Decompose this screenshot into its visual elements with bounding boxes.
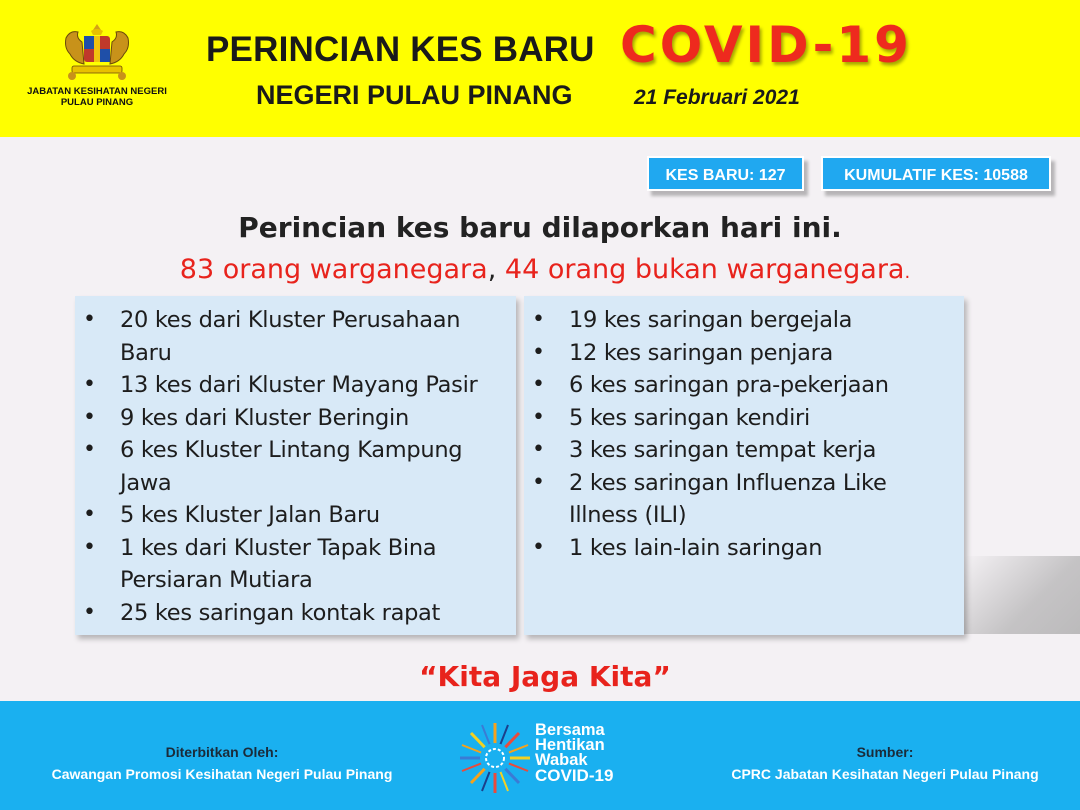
source-block bbox=[710, 741, 1060, 785]
title-line1: PERINCIAN KES BARU bbox=[206, 30, 595, 69]
publisher-block bbox=[22, 741, 422, 785]
list-item: • 20 kes dari Kluster Perusahaan Baru bbox=[120, 304, 506, 369]
list-item: • 5 kes Kluster Jalan Baru bbox=[120, 499, 506, 532]
decorative-shadow bbox=[964, 556, 1080, 634]
header-banner bbox=[0, 0, 1080, 137]
summary-heading: Perincian kes baru dilaporkan hari ini. bbox=[238, 211, 842, 244]
logo-line1: Bersama bbox=[535, 721, 605, 739]
footer-banner bbox=[0, 701, 1080, 810]
list-item: • 6 kes saringan pra-pekerjaan bbox=[569, 369, 954, 402]
list-item: • 3 kes saringan tempat kerja bbox=[569, 434, 954, 467]
title-line2: NEGERI PULAU PINANG bbox=[256, 80, 573, 110]
department-name: JABATAN KESIHATAN NEGERI PULAU PINANG bbox=[27, 86, 167, 108]
source-name: CPRC Jabatan Kesihatan Negeri Pulau Pinang bbox=[731, 766, 1039, 782]
list-item: • 6 kes Kluster Lintang Kampung Jawa bbox=[120, 434, 506, 499]
summary-breakdown bbox=[0, 254, 1080, 285]
logo-line2: Hentikan bbox=[535, 736, 605, 754]
list-item: • 19 kes saringan bergejala bbox=[569, 304, 954, 337]
summary-period: . bbox=[904, 262, 911, 283]
list-item: • 12 kes saringan penjara bbox=[569, 337, 954, 370]
list-item: • 9 kes dari Kluster Beringin bbox=[120, 402, 506, 435]
slogan: “Kita Jaga Kita” bbox=[419, 660, 671, 693]
list-item: • 1 kes lain-lain saringan bbox=[569, 532, 954, 565]
publisher-label: Diterbitkan Oleh: bbox=[165, 744, 279, 760]
screening-cases-panel bbox=[524, 296, 964, 635]
campaign-logo-icon bbox=[456, 719, 534, 797]
cumulative-cases-badge: KUMULATIF KES: 10588 bbox=[821, 156, 1051, 191]
summary-comma: , bbox=[487, 254, 497, 285]
publisher-name: Cawangan Promosi Kesihatan Negeri Pulau Pinang bbox=[51, 766, 393, 782]
source-label: Sumber: bbox=[856, 744, 914, 760]
cluster-cases-list bbox=[75, 296, 516, 629]
list-item: • 5 kes saringan kendiri bbox=[569, 402, 954, 435]
list-item: • 25 kes saringan kontak rapat bbox=[120, 597, 506, 630]
logo-line3: Wabak bbox=[535, 751, 588, 769]
title-covid: COVID-19 bbox=[620, 16, 912, 74]
logo-line4: COVID-19 bbox=[535, 766, 614, 785]
new-cases-badge: KES BARU: 127 bbox=[647, 156, 804, 191]
cluster-cases-panel bbox=[75, 296, 516, 635]
campaign-logo-text bbox=[535, 723, 613, 783]
report-date: 21 Februari 2021 bbox=[634, 86, 800, 109]
screening-cases-list bbox=[524, 296, 964, 564]
coat-of-arms-icon bbox=[58, 22, 136, 82]
list-item: • 1 kes dari Kluster Tapak Bina Persiaran Mutiara bbox=[120, 532, 506, 597]
list-item: • 13 kes dari Kluster Mayang Pasir bbox=[120, 369, 506, 402]
list-item: • 2 kes saringan Influenza Like Illness (ILI) bbox=[569, 467, 954, 532]
citizens-count: 83 orang warganegara bbox=[179, 254, 488, 285]
non-citizens-count: 44 orang bukan warganegara bbox=[504, 254, 905, 285]
